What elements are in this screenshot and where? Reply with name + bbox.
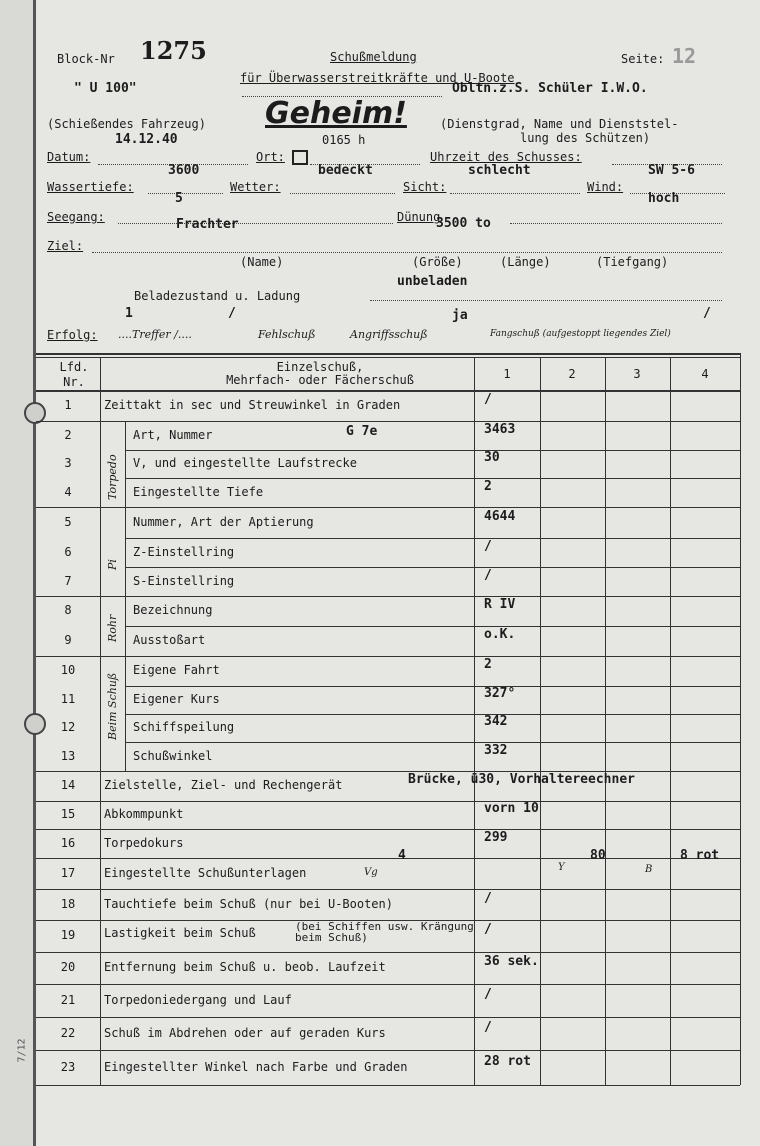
date-label: Datum: <box>47 150 91 164</box>
row-divider <box>125 742 740 743</box>
row-divider <box>36 596 740 597</box>
row-value-col1: / <box>484 890 492 906</box>
group-torpedo: Torpedo <box>106 454 119 500</box>
row-number: 23 <box>60 1059 76 1074</box>
row-value-col1: 2 <box>484 478 492 494</box>
row-divider <box>36 829 740 830</box>
weather-label: Wetter: <box>230 180 281 194</box>
row-value-col1: vorn 10 <box>484 801 539 816</box>
rank-caption-1: (Dienstgrad, Name und Dienststel- <box>440 117 679 131</box>
row-divider <box>36 889 740 890</box>
block-number: 1275 <box>140 36 207 65</box>
rank-caption-2: lung des Schützen) <box>520 131 651 145</box>
row-description: Eingestellte Schußunterlagen <box>104 865 307 880</box>
sea-label: Seegang: <box>47 210 105 224</box>
row17-b-label: B <box>645 864 653 875</box>
row-number: 5 <box>64 514 72 529</box>
row-description: V, und eingestellte Laufstrecke <box>133 456 357 470</box>
row-value-col1: 36 sek. <box>484 954 539 969</box>
officer-name: Obltn.z.S. Schüler I.W.O. <box>452 81 648 96</box>
col-lfd-header: Lfd. Nr. <box>59 360 89 389</box>
row-description: Eingestellter Winkel nach Farbe und Graden <box>104 1059 408 1074</box>
row-value-col1: 342 <box>484 714 508 729</box>
row-value-col1: Brücke, ü30, Vorhaltereechner <box>408 772 635 787</box>
result-trap-caption: Fangschuß (aufgestoppt liegendes Ziel) <box>490 329 671 339</box>
row-number: 15 <box>60 807 76 821</box>
row-number: 19 <box>60 928 76 942</box>
row-description: Zeittakt in sec und Streuwinkel in Graden <box>104 397 401 412</box>
row-description: Schiffspeilung <box>133 720 235 734</box>
row-divider <box>36 507 740 508</box>
tonnage: 3500 to <box>436 216 491 231</box>
margin-line <box>33 0 36 1146</box>
row-number: 21 <box>60 992 76 1007</box>
row-number: 9 <box>64 633 72 647</box>
row-divider <box>36 858 740 859</box>
row-description: Zielstelle, Ziel- und Rechengerät <box>104 778 343 792</box>
row-number: 4 <box>64 484 72 499</box>
row17-b-value: 8 rot <box>680 848 720 863</box>
row-description: Ausstoßart <box>133 633 206 647</box>
row-description: Art, Nummer <box>133 427 213 442</box>
result-label: Erfolg: <box>47 328 98 342</box>
form-title: Schußmeldung <box>330 50 417 64</box>
load-label: Beladezustand u. Ladung <box>134 289 301 303</box>
time-value: 0165 h <box>322 133 366 147</box>
row-description: Nummer, Art der Aptierung <box>133 514 314 529</box>
row-number: 12 <box>60 720 76 734</box>
row-number: 2 <box>64 427 72 442</box>
result-miss-caption: Fehlschuß <box>258 328 316 341</box>
row-value-col1: / <box>484 391 492 407</box>
col-desc-header-2: Mehrfach- oder Fächerschuß <box>226 373 414 387</box>
row-extra-value: G 7e <box>346 423 378 439</box>
row-value-col1: 332 <box>484 742 508 758</box>
swell-value: hoch <box>648 191 680 206</box>
group-beim-schuss: Beim Schuß <box>106 672 119 740</box>
size-caption: (Größe) <box>412 255 463 269</box>
row-number: 8 <box>64 603 72 617</box>
margin-note: 7/12 <box>16 1038 28 1063</box>
row-description: Entfernung beim Schuß u. beob. Laufzeit <box>104 960 386 974</box>
col-header-3: 3 <box>633 367 641 381</box>
row-value-col1: 2 <box>484 657 492 672</box>
page-label: Seite: <box>621 52 665 66</box>
row-number: 22 <box>60 1025 76 1040</box>
row-value-col1: 28 rot <box>484 1053 531 1069</box>
row-divider <box>36 984 740 985</box>
swell-label: Dünung <box>397 210 441 224</box>
row-divider <box>36 952 740 953</box>
col-header-2: 2 <box>568 367 576 381</box>
row17-vg-label: Vg <box>364 867 378 878</box>
row-number: 7 <box>64 573 72 588</box>
row17-vg-value: 4 <box>398 848 406 863</box>
group-rohr: Rohr <box>106 614 119 642</box>
col-desc-header-1: Einzelschuß, <box>276 360 364 374</box>
row-value-col1: / <box>484 538 492 554</box>
row-description: Bezeichnung <box>133 603 213 617</box>
row-value-col1: 327° <box>484 686 516 701</box>
vessel-caption: (Schießendes Fahrzeug) <box>47 117 206 131</box>
geheim-stamp: Geheim! <box>265 96 407 131</box>
name-caption: (Name) <box>240 255 284 269</box>
date-value: 14.12.40 <box>115 132 178 147</box>
row-description: Tauchtiefe beim Schuß (nur bei U-Booten) <box>104 896 393 911</box>
boat-name: " U 100" <box>74 81 137 96</box>
row-value-col1: R IV <box>484 597 516 612</box>
row-description-note: (bei Schiffen usw. Krängung beim Schuß) <box>295 920 474 944</box>
row-number: 16 <box>60 835 76 850</box>
visibility-value: schlecht <box>468 163 531 178</box>
result-attack-caption: Angriffsschuß <box>350 328 428 341</box>
row-value-col1: 299 <box>484 829 508 845</box>
row-number: 17 <box>60 865 76 880</box>
visibility-label: Sicht: <box>403 180 447 194</box>
row-description: Z-Einstellring <box>133 544 235 559</box>
target-label: Ziel: <box>47 239 84 253</box>
row-divider <box>125 626 740 627</box>
row-value-col1: / <box>484 1019 492 1035</box>
row-description: Abkommpunkt <box>104 807 184 821</box>
block-label: Block-Nr <box>57 52 115 66</box>
row-number: 14 <box>60 778 76 792</box>
row-divider <box>36 1050 740 1051</box>
row-divider <box>36 656 740 657</box>
row-description: Lastigkeit beim Schuß <box>104 926 256 940</box>
col-header-1: 1 <box>503 367 511 381</box>
row-description: S-Einstellring <box>133 573 235 588</box>
result-trap: / <box>703 306 711 321</box>
weather-value: bedeckt <box>318 163 373 178</box>
row-divider <box>36 1017 740 1018</box>
row-divider <box>125 538 740 539</box>
row-divider <box>125 714 740 715</box>
row-number: 20 <box>60 960 76 974</box>
row-value-col1: 3463 <box>484 421 516 437</box>
wind-value: SW 5-6 <box>648 163 695 178</box>
load-value: unbeladen <box>397 274 468 289</box>
result-hit-count: 1 <box>125 306 133 321</box>
row17-y-value: 80 <box>590 848 606 863</box>
row-divider <box>125 478 740 479</box>
row-divider <box>36 801 740 802</box>
row-divider <box>125 450 740 451</box>
row-description: Schußwinkel <box>133 748 213 763</box>
row-number: 3 <box>64 456 72 470</box>
row-description: Torpedoniedergang und Lauf <box>104 992 292 1007</box>
row-value-col1: o.K. <box>484 627 516 642</box>
row-number: 18 <box>60 896 76 911</box>
group-pi: Pi <box>106 559 119 570</box>
row-number: 1 <box>64 397 72 412</box>
col-header-4: 4 <box>701 367 709 381</box>
row-number: 6 <box>64 544 72 559</box>
row-value-col1: / <box>484 567 492 583</box>
result-attack: ja <box>452 308 468 323</box>
row-description: Eingestellte Tiefe <box>133 484 264 499</box>
row-description: Torpedokurs <box>104 835 184 850</box>
form-subtitle: für Überwasserstreitkräfte und U-Boote <box>240 71 515 85</box>
result-hit-caption: ....Treffer /.... <box>118 328 192 341</box>
row-value-col1: 30 <box>484 450 500 465</box>
location-label: Ort: <box>256 150 285 164</box>
result-miss: / <box>228 306 236 321</box>
depth-label: Wassertiefe: <box>47 180 134 194</box>
time-label: Uhrzeit des Schusses: <box>430 150 582 164</box>
page-number: 12 <box>672 44 697 68</box>
depth-value: 3600 <box>168 163 200 178</box>
target-type: Frachter <box>176 217 239 232</box>
row17-y-label: Y <box>558 862 565 873</box>
row-divider <box>36 421 740 422</box>
row-divider <box>125 686 740 687</box>
row-value-col1: / <box>484 922 492 937</box>
row-description: Eigene Fahrt <box>133 663 220 677</box>
row-description: Schuß im Abdrehen oder auf geraden Kurs <box>104 1025 386 1040</box>
row-divider <box>125 567 740 568</box>
row-number: 13 <box>60 748 76 763</box>
row-number: 11 <box>60 692 76 706</box>
wind-label: Wind: <box>587 180 624 194</box>
row-value-col1: / <box>484 986 492 1002</box>
location-box <box>292 150 308 165</box>
draft-caption: (Tiefgang) <box>596 255 669 269</box>
row-description: Eigener Kurs <box>133 692 220 706</box>
length-caption: (Länge) <box>500 255 551 269</box>
row-value-col1: 4644 <box>484 508 516 524</box>
sea-value: 5 <box>175 191 183 206</box>
row-number: 10 <box>60 663 76 677</box>
